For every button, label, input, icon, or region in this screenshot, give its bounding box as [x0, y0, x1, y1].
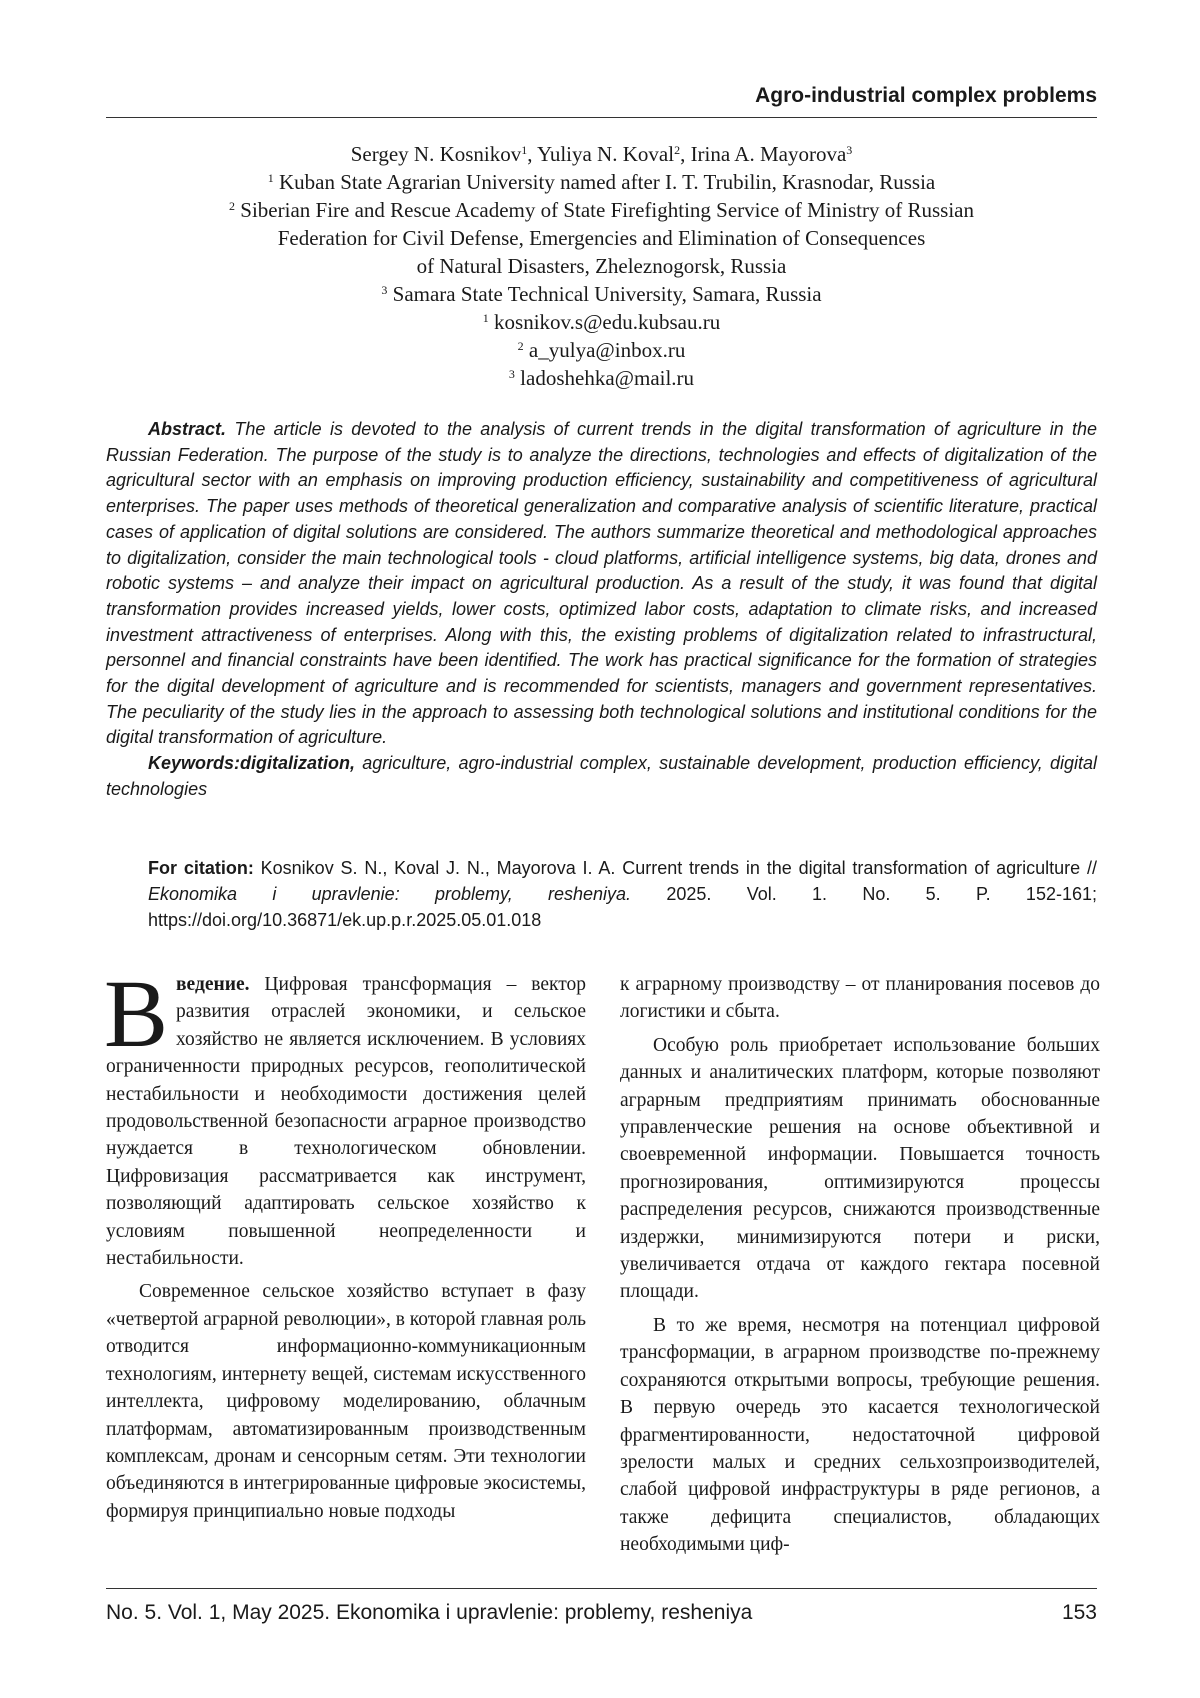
body-column-right	[620, 971, 1100, 1565]
author-line	[106, 140, 1097, 168]
email-link[interactable]: a_yulya@inbox.ru	[528, 338, 686, 362]
affiliation-1	[106, 168, 1097, 196]
keywords-paragraph	[106, 751, 1097, 802]
email-1	[106, 308, 1097, 336]
intro-heading: ведение.	[176, 974, 250, 995]
email-2	[106, 336, 1097, 364]
affiliation-text: Kuban State Agrarian University named after I. T. Trubilin, Krasnodar, Russia	[278, 170, 936, 194]
authors-block	[106, 140, 1097, 392]
footer-journal-line: No. 5. Vol. 1, May 2025. Ekonomika i upravlenie: problemy, resheniya	[106, 1601, 753, 1624]
citation-text: Kosnikov S. N., Koval J. N., Mayorova I. A. Current trends in the digital transformation of agriculture //	[253, 858, 1097, 878]
affiliation-sup: 3	[381, 283, 388, 297]
abstract-paragraph	[106, 417, 1097, 751]
email-sup: 3	[508, 367, 515, 381]
intro-text: Цифровая трансформация – вектор развития отраслей экономики, и сельское хозяйство не является исключением. В условиях ограниченности природных ресурсов, геополитической нестабильности и необходимости достижения целей продовольственной безопасности аграрное производство нуждается в технологическом обновлении. Цифровизация рассматривается как инструмент, позволяющий адаптировать сельское хозяйство к условиям повышенной неопределенности и нестабильности.	[106, 974, 586, 1270]
author-sup: 3	[846, 143, 853, 157]
author-sup: 1	[521, 143, 528, 157]
affiliation-2	[106, 196, 1097, 224]
email-link[interactable]: ladoshehka@mail.ru	[520, 366, 695, 390]
author-name: Yuliya N. Koval	[536, 142, 675, 166]
abstract-label: Abstract.	[148, 419, 227, 439]
affiliation-sup: 2	[229, 199, 236, 213]
running-head: Agro-industrial complex problems	[106, 84, 1097, 118]
author-sep: ,	[527, 142, 537, 166]
affiliation-sup: 1	[267, 171, 274, 185]
citation-journal: Ekonomika i upravlenie: problemy, resheniya.	[148, 884, 632, 904]
abstract-section	[106, 417, 1097, 803]
email-link[interactable]: kosnikov.s@edu.kubsau.ru	[494, 310, 721, 334]
abstract-text: The article is devoted to the analysis of current trends in the digital transformation of agriculture in the Russian Federation. The purpose of the study is to analyze the directions, technologies and effects of digitalization of the agricultural sector with an emphasis on improving production efficiency, sustainability and competitiveness of agricultural enterprises. The paper uses methods of theoretical generalization and comparative analysis of scientific literature, practical cases of application of digital solutions are considered. The authors summarize theoretical and methodological approaches to digitalization, consider the main technological tools - cloud platforms, artificial intelligence systems, big data, drones and robotic systems – and analyze their impact on agricultural production. As a result of the study, it was found that digital transformation provides increased yields, lower costs, optimized labor costs, adaptation to climate risks, and increased investment attractiveness of enterprises. Along with this, the existing problems of digitalization related to infrastructural, personnel and financial constraints have been identified. The work has practical significance for the formation of strategies for the digital development of agriculture and is recommended for scientists, managers and government representatives. The peculiarity of the study lies in the approach to assessing both technological solutions and institutional conditions for the digital transformation of agriculture.	[106, 419, 1097, 748]
body-paragraph: В то же время, несмотря на потенциал цифровой трансформации, в аграрном производстве по-прежнему сохраняются открытыми вопросы, требующие решения. В первую очередь это касается технологической фрагментированности, недостаточной цифровой зрелости малых и средних сельхозпроизводителей, слабой цифровой инфраструктуры в ряде регионов, а также дефицита специалистов, обладающих необходимыми циф-	[620, 1314, 1100, 1556]
citation-doi[interactable]: 2025. Vol. 1. No. 5. P. 152-161; https://doi.org/10.36871/ek.up.p.r.2025.05.01.018	[148, 884, 1097, 930]
keywords-text: agriculture, agro-industrial complex, sustainable development, production efficiency, digital technologies	[106, 753, 1097, 799]
author-sup: 2	[674, 143, 681, 157]
body-paragraph-intro	[104, 960, 586, 1272]
footer-divider	[106, 1588, 1097, 1589]
body-paragraph: Особую роль приобретает использование больших данных и аналитических платформ, которые позволяют аграрным предприятиям принимать обоснованные управленческие решения на основе объективной и своевременной информации. Повышается точность прогнозирования, оптимизируются процессы распределения ресурсов, снижаются производственные издержки, минимизируются потери и риски, увеличивается отдача от каждого гектара посевной площади.	[620, 1034, 1100, 1303]
author-sep: ,	[680, 142, 691, 166]
affiliation-2-line-2: Federation for Civil Defense, Emergencies and Elimination of Consequences	[277, 226, 926, 250]
email-sup: 1	[482, 311, 489, 325]
citation-block	[148, 855, 1097, 933]
keywords-label: Keywords:digitalization,	[148, 753, 356, 774]
author-name: Irina A. Mayorova	[690, 142, 847, 166]
page-number: 153	[1061, 1601, 1097, 1624]
affiliation-text: Samara State Technical University, Samara, Russia	[392, 282, 822, 306]
citation-label: For citation:	[148, 858, 254, 878]
body-paragraph: Современное сельское хозяйство вступает в фазу «четвертой аграрной революции», в которой главная роль отводится информационно-коммуникационным технологиям, интернету вещей, системам искусственного интеллекта, цифровому моделированию, облачным платформам, автоматизированным производственным комплексам, дронам и сенсорным сетям. Эти технологии объединяются в интегрированные цифровые экосистемы, формируя принципиально новые подходы	[106, 1281, 586, 1522]
body-column-left	[104, 960, 586, 1531]
email-sup: 2	[517, 339, 524, 353]
drop-cap: В	[104, 960, 169, 1067]
affiliation-2-line-3: of Natural Disasters, Zheleznogorsk, Russia	[416, 254, 787, 278]
affiliation-text: Siberian Fire and Rescue Academy of State Firefighting Service of Ministry of Russian	[240, 198, 974, 222]
body-paragraph-continued: к аграрному производству – от планирования посевов до логистики и сбыта.	[620, 974, 1100, 1023]
author-name: Sergey N. Kosnikov	[350, 142, 522, 166]
affiliation-3	[106, 280, 1097, 308]
email-3	[106, 364, 1097, 392]
